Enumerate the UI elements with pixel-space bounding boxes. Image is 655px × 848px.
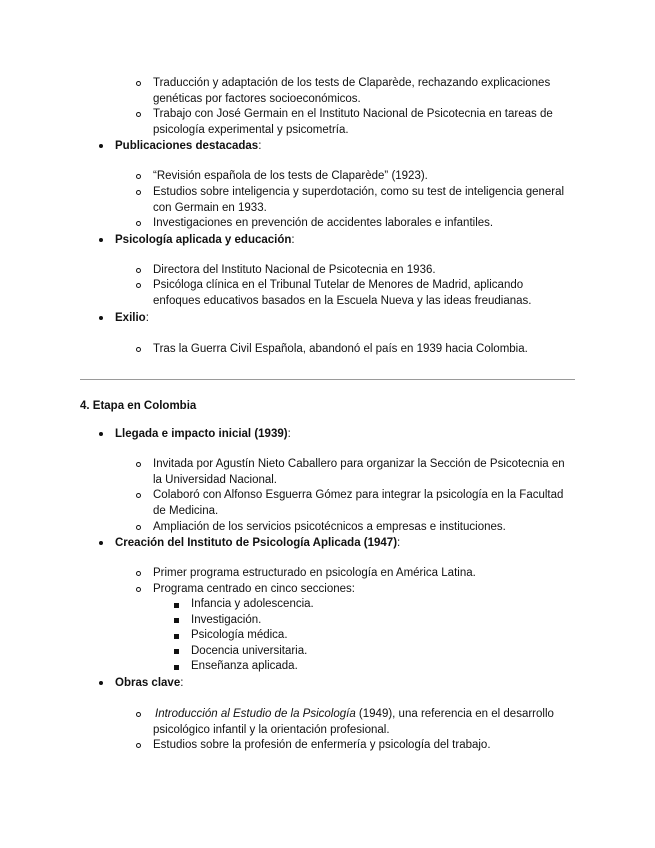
bullet-icon [99, 432, 103, 436]
bullet-hollow-icon [136, 525, 141, 530]
list-item: Ampliación de los servicios psicotécnicos a empresas e instituciones. [153, 521, 506, 533]
list-item: Estudios sobre la profesión de enfermería y psicología del trabajo. [153, 739, 491, 751]
list-item: Traducción y adaptación de los tests de Claparède, rechazando explicaciones [153, 77, 551, 89]
bullet-hollow-icon [136, 112, 141, 117]
bullet-hollow-icon [136, 81, 141, 86]
bullet-square-icon [174, 665, 179, 670]
list-item: Trabajo con José Germain en el Instituto Nacional de Psicotecnia en tareas de [153, 108, 553, 120]
list-item: Directora del Instituto Nacional de Psicotecnia en 1936. [153, 264, 436, 276]
bullet-icon [99, 541, 103, 545]
list-item-cont: de Medicina. [153, 505, 219, 517]
bullet-icon [99, 238, 103, 242]
bullet-hollow-icon [136, 174, 141, 179]
bullet-icon [99, 144, 103, 148]
list-item: Psicóloga clínica en el Tribunal Tutelar de Menores de Madrid, aplicando [153, 279, 524, 291]
bullet-square-icon [174, 649, 179, 654]
horizontal-divider [80, 379, 575, 380]
list-item: Tras la Guerra Civil Española, abandonó el país en 1939 hacia Colombia. [153, 343, 528, 355]
list-item-cont: genéticas por factores socioeconómicos. [153, 93, 361, 105]
list-item-cont: psicología experimental y psicometría. [153, 124, 349, 136]
bullet-hollow-icon [136, 462, 141, 467]
list-item-cont: con Germain en 1933. [153, 202, 267, 214]
bullet-icon [99, 316, 103, 320]
list-heading-obras: Obras clave: [115, 677, 184, 689]
sublist-item: Docencia universitaria. [191, 645, 308, 657]
list-heading-psicologia: Psicología aplicada y educación: [115, 234, 295, 246]
bullet-hollow-icon [136, 493, 141, 498]
bullet-hollow-icon [136, 221, 141, 226]
sublist-item: Enseñanza aplicada. [191, 660, 298, 672]
list-item: Programa centrado en cinco secciones: [153, 583, 355, 595]
bullet-square-icon [174, 634, 179, 639]
bullet-hollow-icon [136, 283, 141, 288]
list-item: Introducción al Estudio de la Psicología (1949), una referencia en el desarrollo [155, 708, 554, 720]
bullet-hollow-icon [136, 743, 141, 748]
sublist-item: Investigación. [191, 614, 262, 626]
list-item: Invitada por Agustín Nieto Caballero para organizar la Sección de Psicotecnia en [153, 458, 565, 470]
sublist-item: Infancia y adolescencia. [191, 598, 314, 610]
bullet-hollow-icon [136, 190, 141, 195]
sublist-item: Psicología médica. [191, 629, 288, 641]
bullet-hollow-icon [136, 712, 141, 717]
list-item-cont: psicológico infantil y la orientación profesional. [153, 724, 390, 736]
bullet-icon [99, 681, 103, 685]
list-item: Investigaciones en prevención de accidentes laborales e infantiles. [153, 217, 494, 229]
list-item: Colaboró con Alfonso Esguerra Gómez para integrar la psicología en la Facultad [153, 489, 564, 501]
bullet-hollow-icon [136, 347, 141, 352]
list-item-cont: la Universidad Nacional. [153, 474, 278, 486]
list-item: Primer programa estructurado en psicología en América Latina. [153, 567, 476, 579]
bullet-square-icon [174, 603, 179, 608]
section-heading: 4. Etapa en Colombia [80, 400, 197, 412]
list-item: Estudios sobre inteligencia y superdotación, como su test de inteligencia general [153, 186, 565, 198]
list-heading-exilio: Exilio: [115, 312, 149, 324]
bullet-hollow-icon [136, 587, 141, 592]
list-heading-instituto: Creación del Instituto de Psicología Aplicada (1947): [115, 537, 401, 549]
bullet-hollow-icon [136, 571, 141, 576]
list-item: “Revisión española de los tests de Claparède” (1923). [153, 170, 428, 182]
list-heading-publicaciones: Publicaciones destacadas: [115, 140, 262, 152]
list-heading-llegada: Llegada e impacto inicial (1939): [115, 428, 291, 440]
list-item-cont: enfoques educativos basados en la Escuela Nueva y las ideas freudianas. [153, 295, 532, 307]
bullet-square-icon [174, 618, 179, 623]
bullet-hollow-icon [136, 268, 141, 273]
